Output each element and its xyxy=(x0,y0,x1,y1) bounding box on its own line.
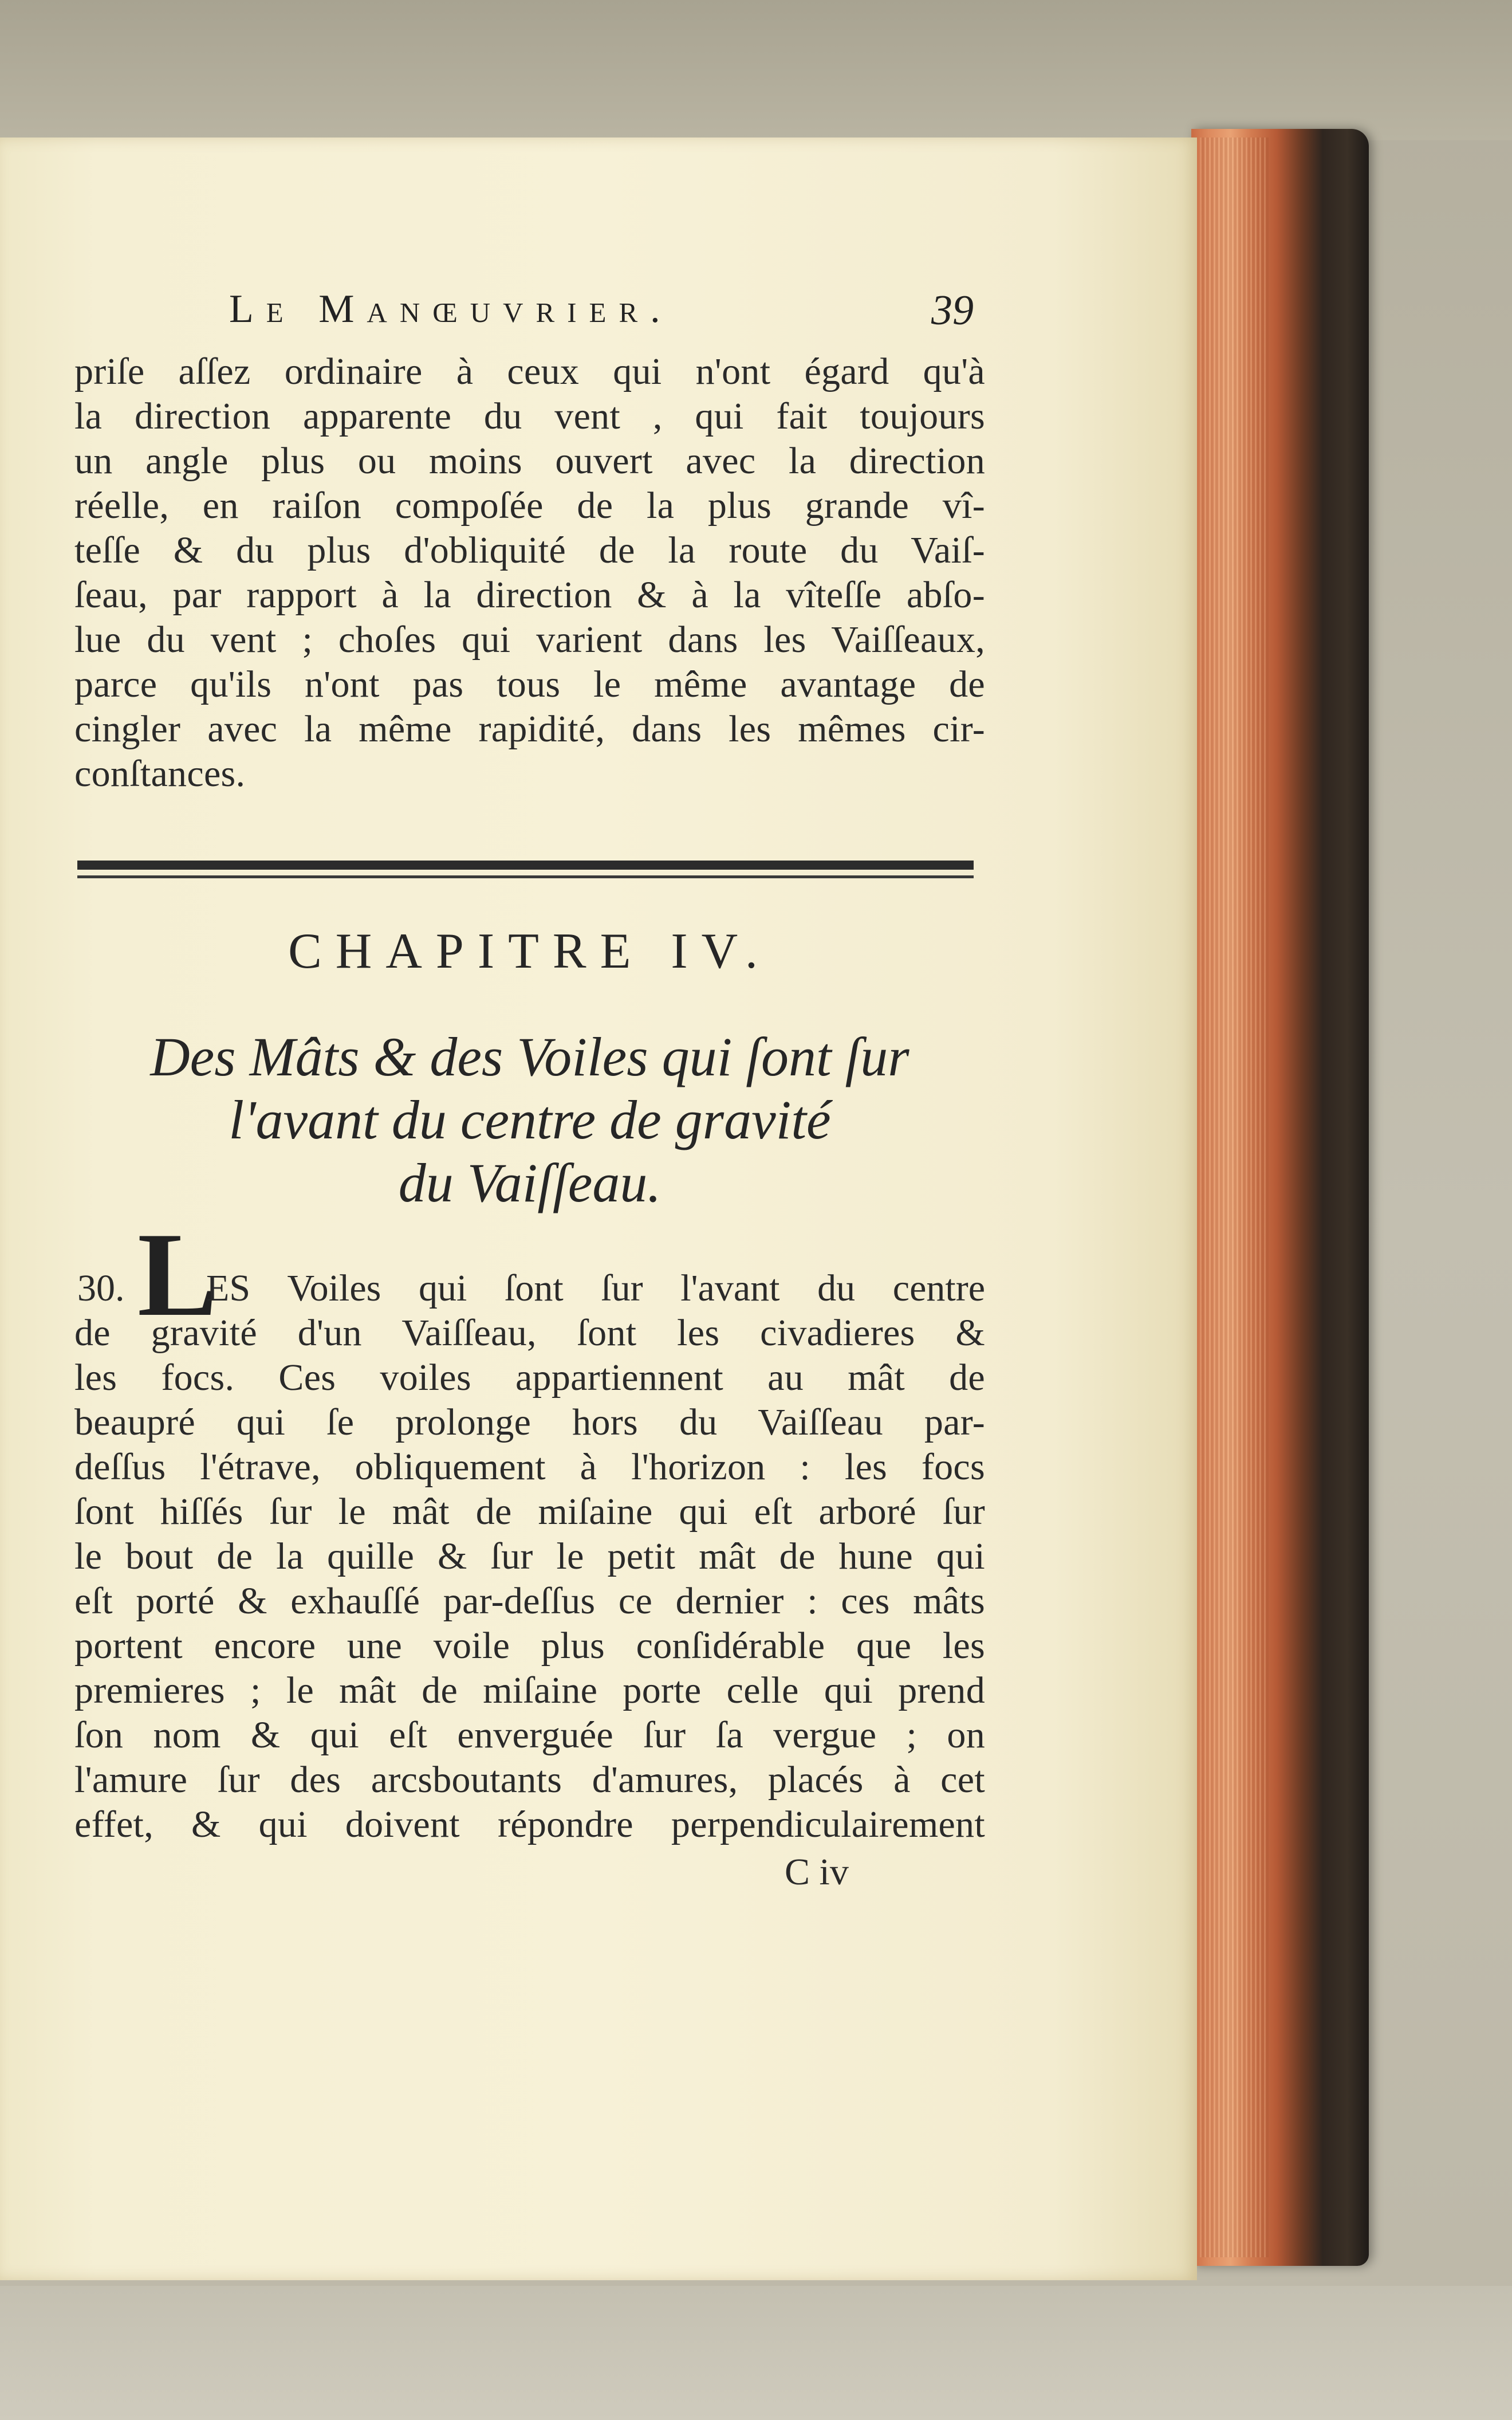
body-line: deſſus l'étrave, obliquement à l'horizon : les focs xyxy=(74,1446,985,1488)
body-line: premieres ; le mât de miſaine porte celle qui prend xyxy=(74,1669,985,1711)
body-line: eſt porté & exhauſſé par-deſſus ce dernier : ces mâts xyxy=(74,1580,985,1622)
body-line: la direction apparente du vent , qui fait toujours xyxy=(74,395,985,437)
chapter-subtitle-line: Des Mâts & des Voiles qui ſont ſur xyxy=(150,1026,909,1087)
body-line-last: conſtances. xyxy=(74,753,246,795)
running-title: Le Manœuvrier. xyxy=(229,287,673,331)
body-line: réelle, en raiſon compoſée de la plus grande vî- xyxy=(74,485,985,527)
body-line: ſeau, par rapport à la direction & à la vîteſſe abſo- xyxy=(74,574,985,616)
scan-background-bottom xyxy=(0,2286,1512,2420)
body-line: de gravité d'un Vaiſſeau, ſont les civadieres & xyxy=(74,1312,985,1354)
body-line: ſon nom & qui eſt enverguée ſur ſa vergue ; on xyxy=(74,1714,985,1756)
paragraph-number: 30. xyxy=(77,1267,125,1309)
body-line: ſont hiſſés ſur le mât de miſaine qui eſt arboré ſur xyxy=(74,1491,985,1533)
body-line: beaupré qui ſe prolonge hors du Vaiſſeau par- xyxy=(74,1401,985,1443)
scan-background-top xyxy=(0,0,1512,140)
chapter-heading: CHAPITRE IV. xyxy=(288,924,771,979)
book-page-edges xyxy=(1200,138,1269,2257)
signature-mark: C iv xyxy=(785,1851,849,1893)
section-rule-thin xyxy=(77,875,974,878)
body-line-first: ES Voiles qui ſont ſur l'avant du centre xyxy=(206,1267,985,1309)
page-number: 39 xyxy=(931,287,974,334)
body-line: le bout de la quille & ſur le petit mât de hune qui xyxy=(74,1535,985,1577)
body-line: lue du vent ; choſes qui varient dans les Vaiſſeaux, xyxy=(74,619,985,661)
body-line: effet, & qui doivent répondre perpendiculairement xyxy=(74,1804,985,1845)
body-line: un angle plus ou moins ouvert avec la direction xyxy=(74,440,985,482)
body-line: portent encore une voile plus conſidérable que les xyxy=(74,1625,985,1667)
body-line: teſſe & du plus d'obliquité de la route du Vaiſ- xyxy=(74,529,985,571)
body-line: cingler avec la même rapidité, dans les mêmes cir- xyxy=(74,708,985,750)
running-head xyxy=(74,286,985,338)
chapter-subtitle-line: du Vaiſſeau. xyxy=(398,1152,662,1213)
body-line: l'amure ſur des arcsboutants d'amures, placés à cet xyxy=(74,1759,985,1801)
body-line: priſe aſſez ordinaire à ceux qui n'ont égard qu'à xyxy=(74,351,985,392)
chapter-subtitle-line: l'avant du centre de gravité xyxy=(229,1089,831,1150)
body-line: les focs. Ces voiles appartiennent au mât de xyxy=(74,1357,985,1398)
section-rule-thick xyxy=(77,861,974,870)
body-line: parce qu'ils n'ont pas tous le même avantage de xyxy=(74,663,985,705)
drop-cap: L xyxy=(137,1208,218,1341)
